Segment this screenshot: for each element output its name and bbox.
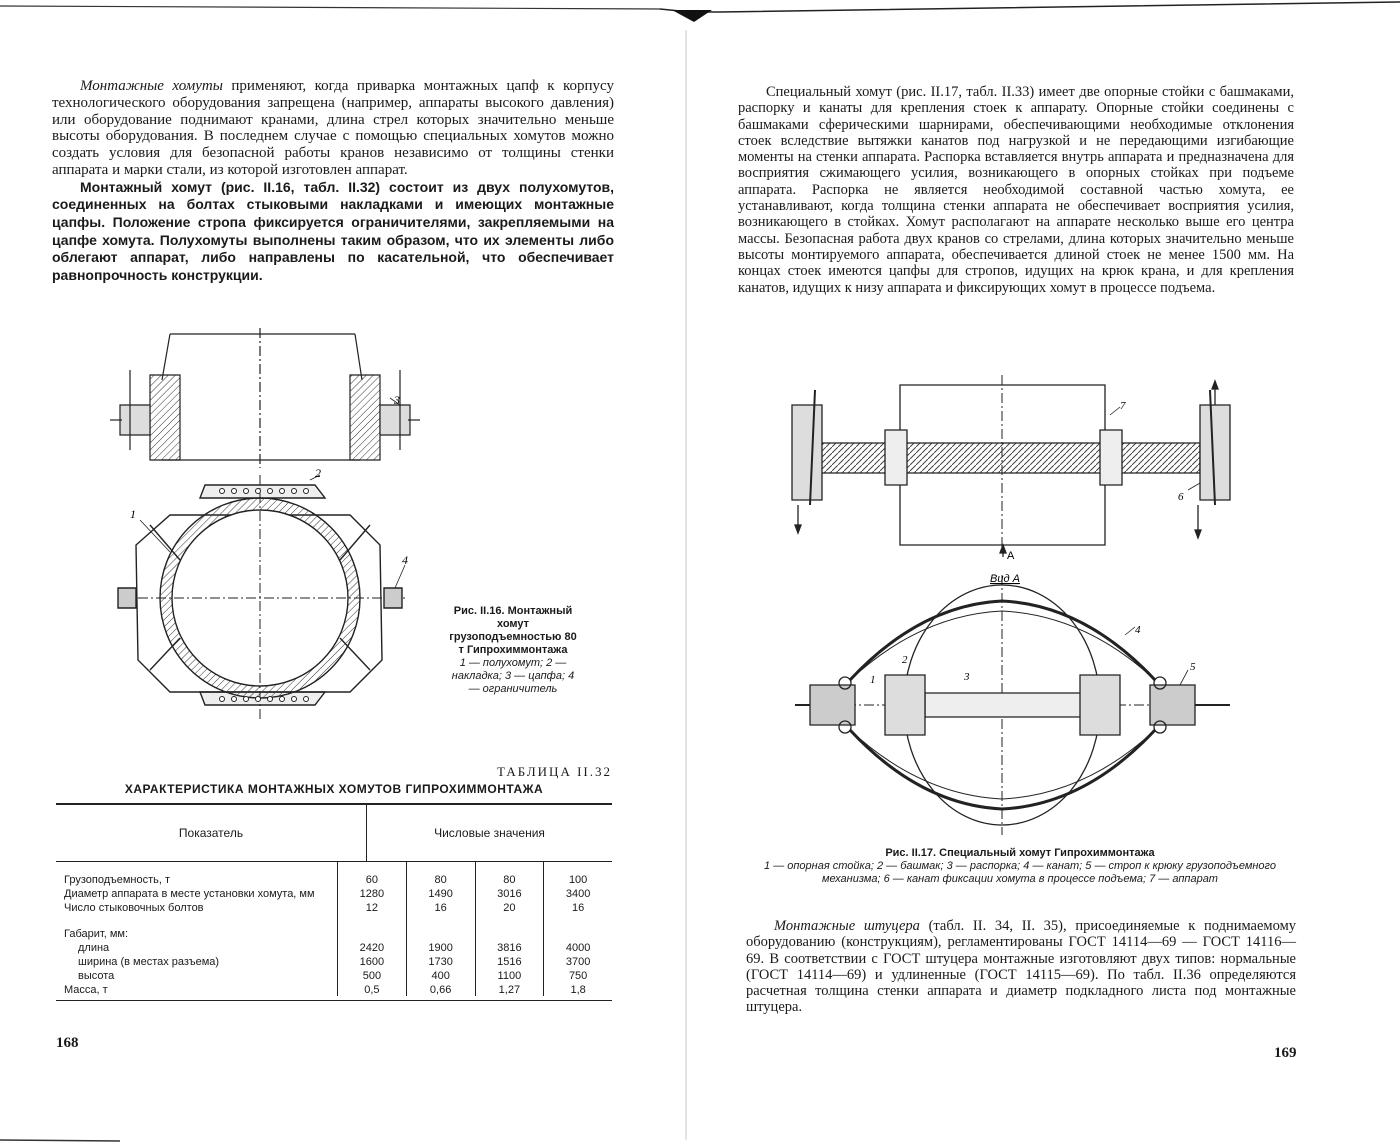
figure-ii16: [110, 320, 430, 730]
caption-title: Рис. II.17. Специальный хомут Гипрохиммонтажа: [885, 847, 1155, 859]
table-row: [56, 982, 612, 996]
clamp-elevation: [792, 375, 1230, 557]
row-value: 4000: [565, 942, 591, 954]
paragraph-clamp-design: Монтажный хомут (рис. II.16, табл. II.32) состоит из двух полухомутов, соединенных на болтах стыковыми накладками и имеющих монтажные цапфы. Положение стропа фиксируется ограничителями, закрепляемыми на цапфе хомута. Полухомуты выполнены таким образом, что их элементы либо облегают аппарат, либо направлены по касательной, что обеспечивает равнопрочность конструкции.: [52, 178, 614, 283]
paragraph-text: (табл. II. 34, II. 35), присоединяемые к поднимаемому оборудованию (конструкциям), регламентированы ГОСТ 14114—69 — ГОСТ 14116—69. В соответствии с ГОСТ штуцера монтажные изготовляют двух типов: нормальные (ГОСТ 14114—69) и удлиненные (ГОСТ 14115—69). По табл. II.36 определяются расчетная толщина стенки аппарата и диаметр подкладного листа под монтажные штуцера.: [746, 918, 1296, 1016]
table-title: ХАРАКТЕРИСТИКА МОНТАЖНЫХ ХОМУТОВ ГИПРОХИММОНТАЖА: [124, 782, 544, 796]
table-row: [56, 862, 612, 886]
row-label: Грузоподъемность, т: [56, 862, 338, 886]
row-value: 3016: [475, 886, 544, 900]
table-ii32: [56, 803, 612, 1001]
row-value: 80: [475, 862, 544, 886]
paragraph-special-clamp: Специальный хомут (рис. II.17, табл. II.33) имеет две опорные стойки с башмаками, распорку и канаты для крепления стоек к аппарату. Опорные стойки соединены с башмаками сферическими шарнирами, обеспечивающими необходимые отклонения стоек вследствие вытяжки канатов под нагрузкой и не передающими изгибающие моменты на стенки аппарата. Распорка вставляется внутрь аппарата и предназначена для восприятия сжимающего усилия, возникающего в опорных стойках при подъеме аппарата. Распорка не является необходимой составной частью хомута, ее устанавливают, когда толщина стенки аппарата не обеспечивает восприятия усилия, возникающего в стойках. Хомут располагают на аппарате несколько выше его центра массы. Безопасная работа двух кранов со стрелами, длина которых значительно меньше высоты монтируемого аппарата, обеспечивается длиной стоек не менее 1500 мм. На концах стоек имеются цапфы для стропов, идущих на крюк крана, и для крепления канатов, идущих к низу аппарата и фиксирующих хомут в процессе подъема.: [738, 84, 1294, 296]
callout-6: 6: [1178, 491, 1184, 503]
table-row: [56, 954, 612, 968]
label-view-a: Вид А: [990, 573, 1020, 585]
row-value: 3816: [475, 940, 544, 954]
figure-ii17: [790, 375, 1260, 845]
row-value: 1900: [406, 940, 475, 954]
row-value: 0,66: [406, 982, 475, 996]
callout-3: 3: [964, 671, 970, 683]
table-body: [56, 862, 612, 996]
callout-5: 5: [1190, 661, 1196, 673]
figure-ii16-caption: [448, 605, 578, 696]
row-value: 0,5: [338, 982, 407, 996]
left-page: [0, 0, 690, 1146]
row-value: 500: [338, 968, 407, 982]
row-label: Число стыковочных болтов: [56, 900, 338, 920]
clamp-view-a: [795, 575, 1230, 835]
row-value: 1280: [338, 886, 407, 900]
row-label: длина: [56, 940, 338, 954]
clamp-side-view: [110, 328, 420, 468]
table-row: [56, 968, 612, 982]
right-text-2: [746, 918, 1296, 1016]
row-value: 80: [406, 862, 475, 886]
label-arrow-a: A: [1007, 550, 1015, 562]
row-value: [338, 920, 407, 940]
paragraph-mounting-clamps: [52, 78, 614, 179]
row-value: 1730: [406, 954, 475, 968]
row-value: 2420: [338, 940, 407, 954]
row-label: Габарит, мм:: [56, 920, 338, 940]
header-indicator: Показатель: [56, 805, 367, 861]
row-label: ширина (в местах разъема): [56, 954, 338, 968]
paragraph-text: применяют, когда приварка монтажных цапф к корпусу технологического оборудования запрещена (например, аппараты высокого давления) или оборудование поднимают кранами, длина стрел которых значительно меньше высоты оборудования. В последнем случае с помощью специальных хомутов можно создать условия для безопасной работы кранов независимо от толщины стенки аппарата и марки стали, из которой изготовлен аппарат.: [52, 78, 614, 178]
callout-1: 1: [870, 674, 876, 686]
row-value: 1516: [475, 954, 544, 968]
table-row: [56, 920, 612, 940]
row-value: 1490: [406, 886, 475, 900]
page-number-left: 168: [56, 1035, 79, 1051]
row-value: 60: [338, 862, 407, 886]
row-value: 400: [406, 968, 475, 982]
row-value: 20: [475, 900, 544, 920]
callout-4: 4: [402, 553, 408, 567]
row-value: 1100: [475, 968, 544, 982]
row-value: 16: [406, 900, 475, 920]
row-value: [406, 920, 475, 940]
clamp-plan-view: [118, 475, 405, 720]
table-row: [56, 900, 612, 920]
table-row: [56, 886, 612, 900]
callout-1: 1: [130, 507, 136, 521]
row-value: [475, 920, 544, 940]
row-label: Масса, т: [56, 982, 338, 996]
row-value: 1,8: [570, 984, 586, 996]
row-value: [544, 920, 612, 940]
table-row: [56, 940, 612, 954]
right-page: [690, 0, 1400, 1146]
callout-3: 3: [394, 393, 400, 407]
right-text: [738, 84, 1294, 296]
term: Монтажные штуцера: [774, 918, 920, 934]
paragraph-mounting-fittings: [746, 918, 1296, 1016]
row-value: 750: [568, 970, 588, 982]
row-label: высота: [56, 968, 338, 982]
row-value: 1,27: [475, 982, 544, 996]
row-label: Диаметр аппарата в месте установки хомута, мм: [56, 886, 338, 900]
term: Монтажные хомуты: [80, 78, 223, 94]
header-values: Числовые значения: [434, 826, 545, 840]
left-text: [52, 78, 614, 284]
row-value: 100: [568, 874, 588, 886]
caption-title: Рис. II.16. Монтажный хомут грузоподъемностью 80 т Гипрохиммонтажа: [449, 605, 577, 656]
row-value: 16: [571, 902, 585, 914]
callout-7: 7: [1120, 400, 1126, 412]
row-value: 1600: [338, 954, 407, 968]
row-value: 3400: [565, 888, 591, 900]
figure-ii17-caption: [740, 847, 1300, 886]
row-value: 3700: [565, 956, 591, 968]
callout-2: 2: [902, 654, 908, 666]
callout-4: 4: [1135, 624, 1141, 636]
caption-legend: 1 — полухомут; 2 — накладка; 3 — цапфа; 4 — ограничитель: [451, 657, 575, 695]
page-number-right: 169: [1274, 1045, 1297, 1061]
row-value: 12: [338, 900, 407, 920]
table-label: ТАБЛИЦА II.32: [497, 764, 612, 779]
callout-2: 2: [315, 466, 321, 480]
caption-legend: 1 — опорная стойка; 2 — башмак; 3 — распорка; 4 — канат; 5 — строп к крюку грузоподъемного механизма; 6 — канат фиксации хомута в процессе подъема; 7 — аппарат: [764, 860, 1276, 885]
